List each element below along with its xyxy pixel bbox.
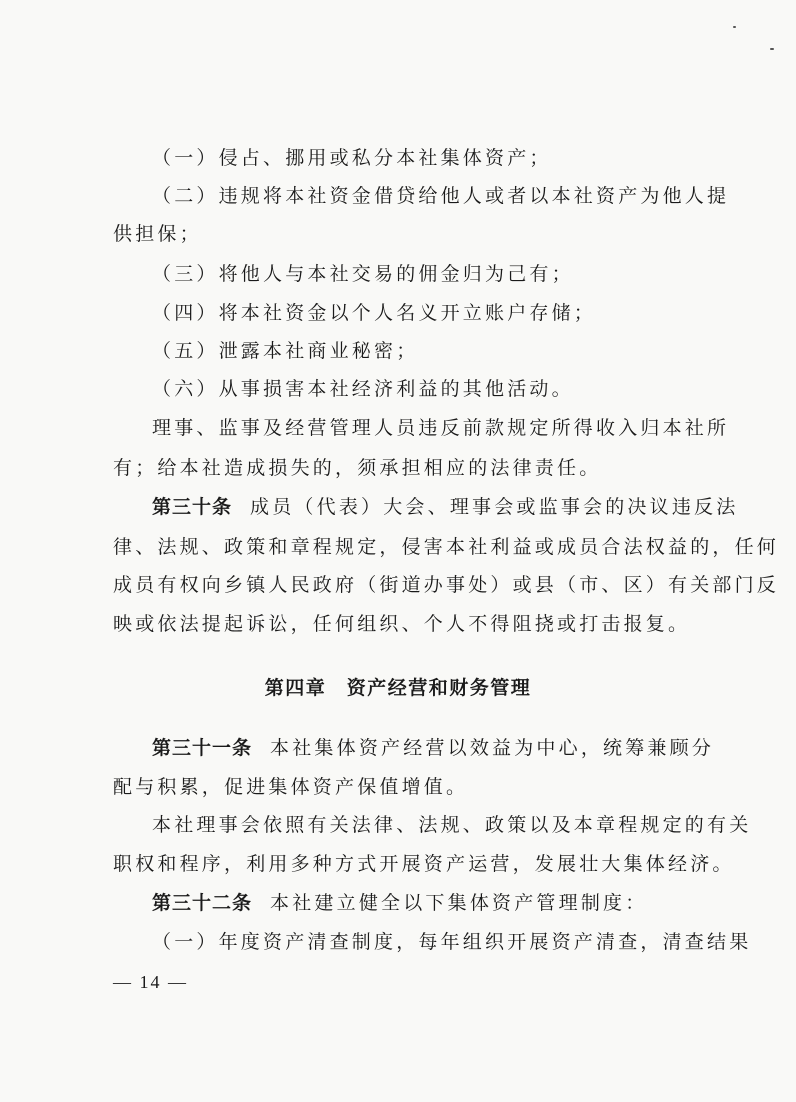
text-line: （一）年度资产清查制度，每年组织开展资产清查，清查结果 <box>152 931 752 953</box>
text-line: 配与积累，促进集体资产保值增值。 <box>113 776 469 798</box>
article-30-text: 成员（代表）大会、理事会或监事会的决议违反法 <box>250 496 739 518</box>
article-32-label: 第三十二条 <box>152 892 253 914</box>
chapter-heading: 第四章 资产经营和财务管理 <box>264 677 532 699</box>
text-line: （六）从事损害本社经济利益的其他活动。 <box>152 378 574 400</box>
text-line: 律、法规、政策和章程规定，侵害本社利益或成员合法权益的，任何 <box>113 536 780 558</box>
text-line: （一）侵占、挪用或私分本社集体资产； <box>152 147 552 169</box>
page-number: — 14 — <box>113 972 188 992</box>
scan-speck <box>733 26 736 28</box>
text-line: （四）将本社资金以个人名义开立账户存储； <box>152 302 597 324</box>
text-line: 本社理事会依照有关法律、法规、政策以及本章程规定的有关 <box>152 814 752 836</box>
text-line: 理事、监事及经营管理人员违反前款规定所得收入归本社所 <box>152 417 730 439</box>
text-line: 成员有权向乡镇人民政府（街道办事处）或县（市、区）有关部门反 <box>113 574 780 596</box>
text-line: 供担保； <box>113 223 202 245</box>
scan-speck <box>770 48 774 50</box>
article-32-first-line <box>152 891 688 915</box>
article-31-first-line <box>152 736 715 760</box>
text-line: （三）将他人与本社交易的佣金归为己有； <box>152 263 574 285</box>
article-30-label: 第三十条 <box>152 496 233 518</box>
article-31-label: 第三十一条 <box>152 737 253 759</box>
text-line: 映或依法提起诉讼，任何组织、个人不得阻挠或打击报复。 <box>113 613 691 635</box>
article-32-text: 本社建立健全以下集体资产管理制度： <box>270 892 648 914</box>
text-line: 有；给本社造成损失的，须承担相应的法律责任。 <box>113 457 602 479</box>
article-31-text: 本社集体资产经营以效益为中心，统筹兼顾分 <box>270 737 715 759</box>
article-30-first-line <box>152 495 739 519</box>
text-line: （二）违规将本社资金借贷给他人或者以本社资产为他人提 <box>152 185 730 207</box>
text-line: （五）泄露本社商业秘密； <box>152 340 419 362</box>
text-line: 职权和程序，利用多种方式开展资产运营，发展壮大集体经济。 <box>113 853 735 875</box>
